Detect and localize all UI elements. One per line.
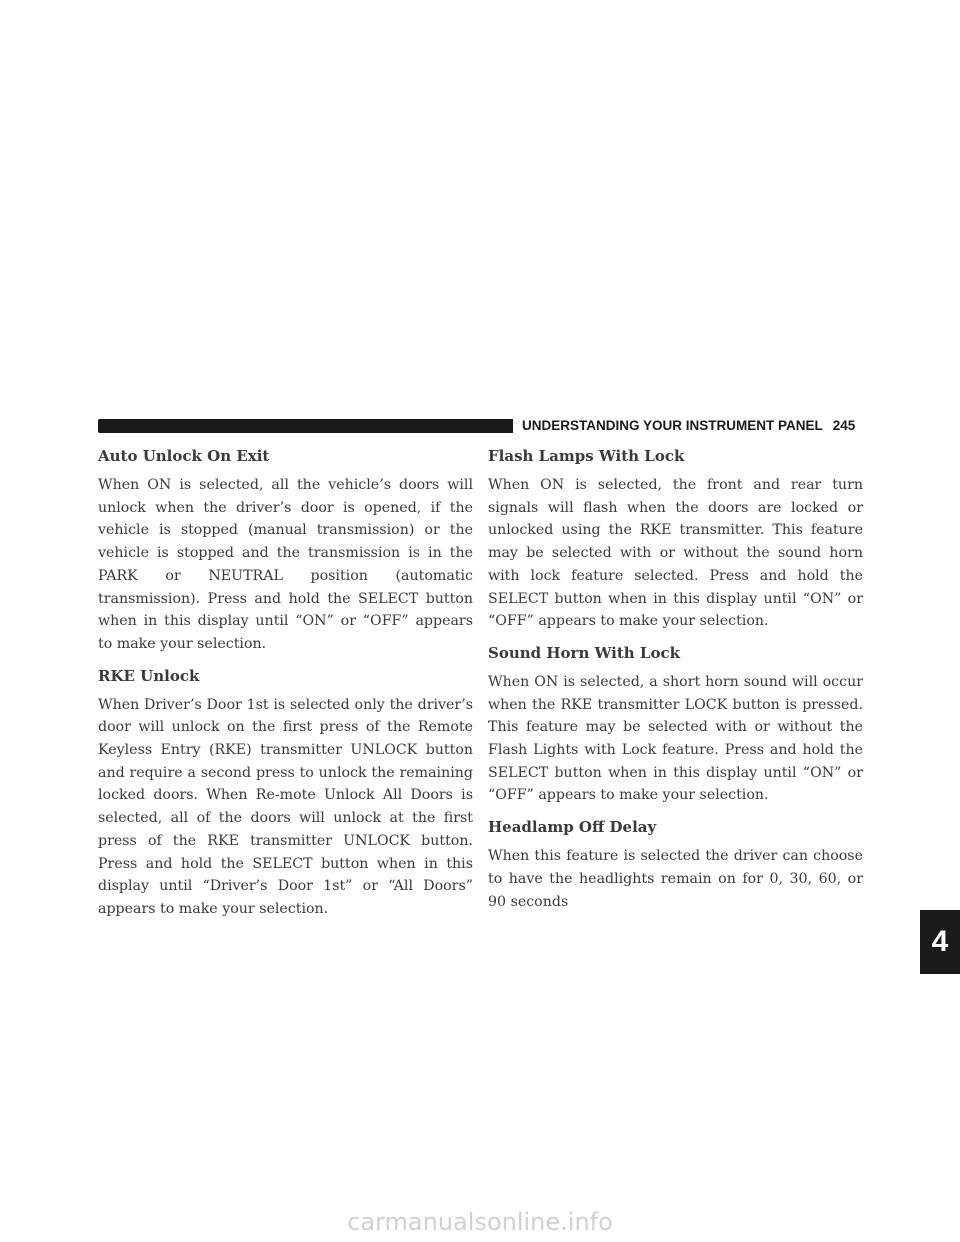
heading-sound-horn-with-lock: Sound Horn With Lock bbox=[488, 643, 680, 662]
body-rke-unlock: When Driver’s Door 1st is selected only the driver’s door will unlock on the first press of the Remote Keyless Entry (RKE) transmitter UNLOCK button and require a second press to unlock the remaining locked doors. When Re-mote Unlock All Doors is selected, all of the doors will unlock at the first press of the RKE transmitter UNLOCK button. Press and hold the SELECT button when in this display until “Driver’s Door 1st” or “All Doors” appears to make your selection. bbox=[98, 696, 473, 917]
chapter-tab: 4 bbox=[920, 910, 960, 974]
section-title: UNDERSTANDING YOUR INSTRUMENT PANEL bbox=[522, 418, 823, 433]
heading-flash-lamps-with-lock: Flash Lamps With Lock bbox=[488, 447, 685, 465]
right-column bbox=[488, 445, 863, 922]
watermark-text: carmanualsonline.info bbox=[347, 1208, 613, 1236]
left-column bbox=[98, 445, 473, 930]
heading-auto-unlock-on-exit: Auto Unlock On Exit bbox=[98, 447, 270, 465]
body-flash-lamps-with-lock: When ON is selected, the front and rear turn signals will flash when the doors are locked or unlocked using the RKE transmitter. This feature may be selected with or without the sound horn with lock feature selected. Press and hold the SELECT button when in this display until “ON” or “OFF” appears to make your selection. bbox=[488, 477, 863, 630]
body-headlamp-off-delay: When this feature is selected the driver can choose to have the headlights remain on for 0, 30, 60, or 90 seconds bbox=[488, 848, 863, 910]
page-number: 245 bbox=[832, 418, 856, 433]
header-rule bbox=[98, 419, 513, 433]
body-sound-horn-with-lock: When ON is selected, a short horn sound will occur when the RKE transmitter LOCK button is pressed. This feature may be selected with or without the Flash Lights with Lock feature. Press and hold the SELECT button when in this display until “ON” or “OFF” appears to make your selection. bbox=[488, 673, 863, 804]
heading-headlamp-off-delay: Headlamp Off Delay bbox=[488, 818, 657, 837]
body-auto-unlock-on-exit: When ON is selected, all the vehicle’s doors will unlock when the driver’s door is opened, if the vehicle is stopped (manual transmission) or the vehicle is stopped and the transmission is in the PARK or NEUTRAL position (automatic transmission). Press and hold the SELECT button when in this display until “ON” or “OFF” appears to make your selection. bbox=[98, 477, 473, 652]
running-header bbox=[522, 418, 865, 434]
heading-rke-unlock: RKE Unlock bbox=[98, 666, 200, 685]
